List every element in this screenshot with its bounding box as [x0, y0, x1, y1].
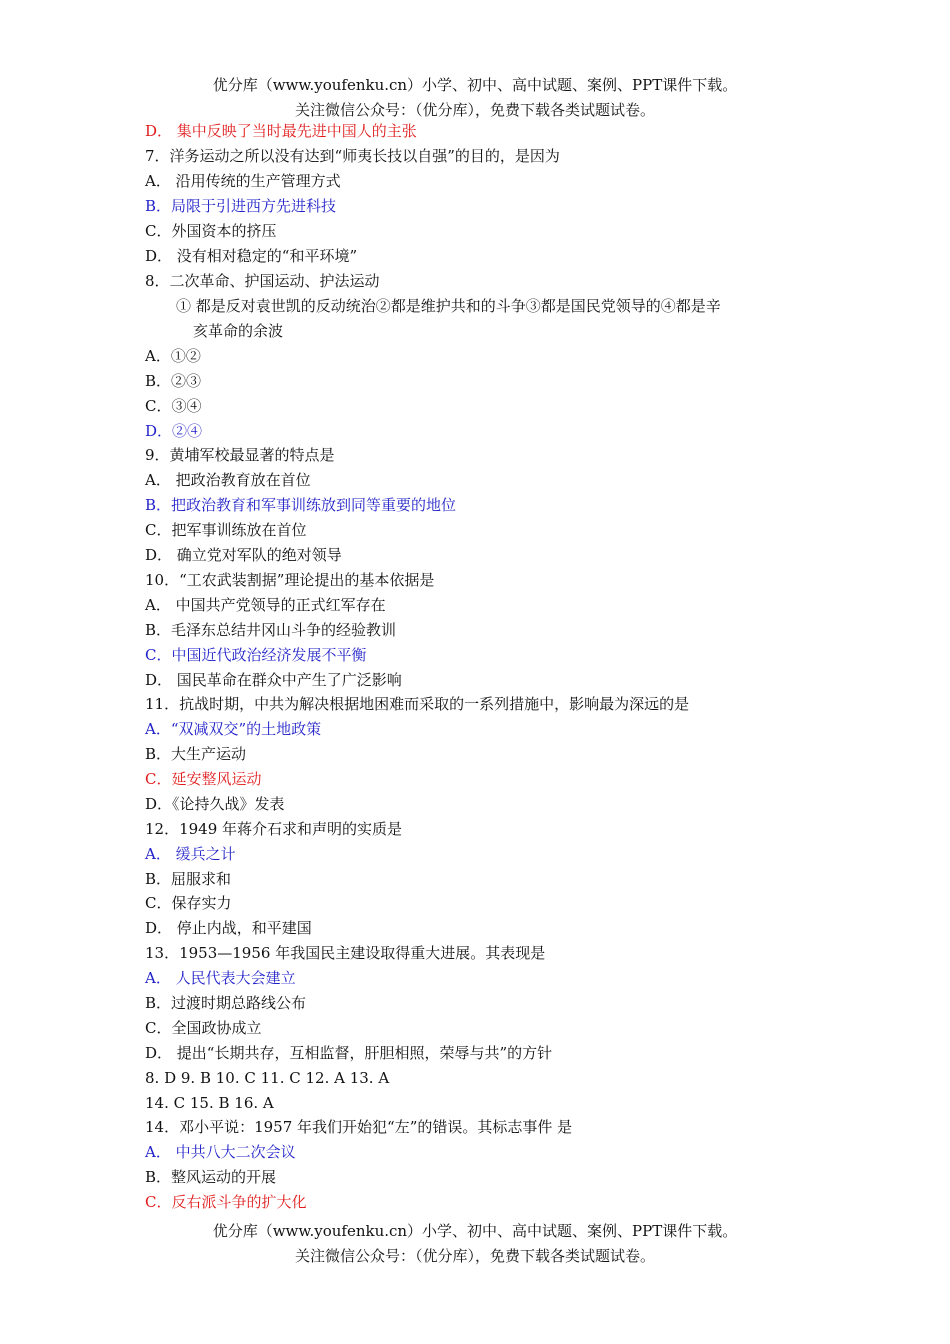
option-line: C．③④	[145, 397, 202, 415]
option-line: C．把军事训练放在首位	[145, 521, 307, 539]
footer-line-1: 优分库（www.youfenku.cn）小学、初中、高中试题、案例、PPT课件下载。	[212, 1222, 738, 1240]
option-line: B．大生产运动	[145, 745, 247, 763]
question-13: 13．1953—1956 年我国民主建设取得重大进展。其表现是	[145, 944, 546, 962]
option-line: B．毛泽东总结井冈山斗争的经验教训	[145, 621, 397, 639]
option-line: C．全国政协成立	[145, 1019, 262, 1037]
option-line: D．②④	[145, 422, 203, 440]
option-line: A． 沿用传统的生产管理方式	[145, 172, 341, 190]
footer-line-2: 关注微信公众号：（优分库），免费下载各类试题试卷。	[294, 1247, 655, 1265]
option-line: B．屈服求和	[145, 870, 232, 888]
question-12: 12．1949 年蒋介石求和声明的实质是	[145, 820, 403, 838]
question-9: 9．黄埔军校最显著的特点是	[145, 446, 335, 464]
header-line-2: 关注微信公众号：（优分库），免费下载各类试题试卷。	[294, 101, 655, 119]
option-line: C．延安整风运动	[145, 770, 262, 788]
question-10: 10．“工农武装割据”理论提出的基本依据是	[145, 571, 435, 589]
option-line: B．整风运动的开展	[145, 1168, 277, 1186]
option-line: B．局限于引进西方先进科技	[145, 197, 337, 215]
option-line: A． 把政治教育放在首位	[145, 471, 311, 489]
option-line: D． 停止内战，和平建国	[145, 919, 312, 937]
option-line: D． 提出“长期共存，互相监督，肝胆相照，荣辱与共”的方针	[145, 1044, 553, 1062]
option-line: C．保存实力	[145, 894, 232, 912]
statement-line: ① 都是反对袁世凯的反动统治②都是维护共和的斗争③都是国民党领导的④都是辛	[176, 297, 721, 315]
answer-key-line: 14. C 15. B 16. A	[145, 1094, 274, 1112]
statement-line-cont: 亥革命的余波	[193, 322, 284, 340]
option-line: D．《论持久战》发表	[145, 795, 285, 813]
question-14: 14．邓小平说：1957 年我们开始犯“左”的错误。其标志事件 是	[145, 1118, 573, 1136]
option-line: C．外国资本的挤压	[145, 222, 277, 240]
option-line: A． 缓兵之计	[145, 845, 236, 863]
option-line: C．中国近代政治经济发展不平衡	[145, 646, 367, 664]
option-line: A． 人民代表大会建立	[145, 969, 296, 987]
option-line: C．反右派斗争的扩大化	[145, 1193, 307, 1211]
option-line: B．把政治教育和军事训练放到同等重要的地位	[145, 496, 457, 514]
option-line: A．“双减双交”的土地政策	[145, 720, 322, 738]
question-8: 8．二次革命、护国运动、护法运动	[145, 272, 380, 290]
option-line: D． 没有相对稳定的“和平环境”	[145, 247, 358, 265]
answer-key-line: 8. D 9. B 10. C 11. C 12. A 13. A	[145, 1069, 390, 1087]
question-7: 7．洋务运动之所以没有达到“师夷长技以自强”的目的，是因为	[145, 147, 560, 165]
option-line: D． 国民革命在群众中产生了广泛影响	[145, 671, 402, 689]
header-line-1: 优分库（www.youfenku.cn）小学、初中、高中试题、案例、PPT课件下载。	[212, 76, 738, 94]
option-line: D． 集中反映了当时最先进中国人的主张	[145, 122, 417, 140]
option-line: A． 中国共产党领导的正式红军存在	[145, 596, 386, 614]
option-line: A． 中共八大二次会议	[145, 1143, 296, 1161]
option-line: B．②③	[145, 372, 202, 390]
option-line: D． 确立党对军队的绝对领导	[145, 546, 342, 564]
option-line: A．①②	[145, 347, 201, 365]
question-11: 11．抗战时期，中共为解决根据地困难而采取的一系列措施中，影响最为深远的是	[145, 695, 690, 713]
option-line: B．过渡时期总路线公布	[145, 994, 307, 1012]
